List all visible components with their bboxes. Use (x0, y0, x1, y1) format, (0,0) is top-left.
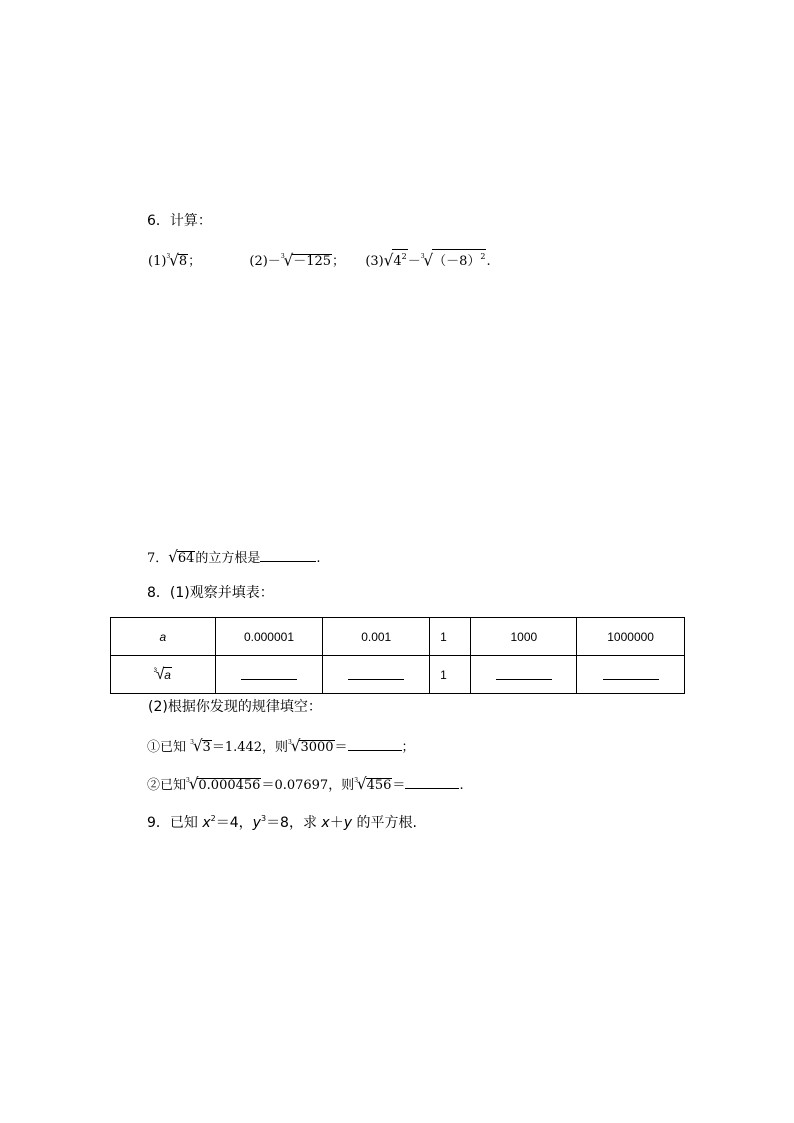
table-answer-cell[interactable] (471, 656, 577, 694)
q6-part3-minus: － (407, 254, 421, 269)
q8-item2-end: . (459, 778, 464, 793)
cube-root-index: 3 (153, 668, 158, 674)
radical-sign-icon: √ (169, 250, 179, 270)
table-answer-cell[interactable] (215, 656, 323, 694)
q6-part3-label: (3) (365, 254, 384, 269)
question-8-item1 (147, 734, 415, 757)
q6-part3-radicand1 (392, 249, 407, 269)
q8-item1-prefix: ①已知 (147, 740, 187, 755)
q7-prefix: 7． (147, 551, 169, 566)
answer-blank[interactable] (241, 667, 297, 680)
table-cell: 1 (430, 618, 471, 656)
q7-radicand: 64 (177, 551, 195, 566)
table-row (111, 656, 685, 694)
q8-item2-index: 3 (186, 777, 190, 784)
question-8-item2 (147, 772, 464, 795)
radical-sign-icon: √ (423, 250, 434, 270)
radical-sign-icon: √ (188, 774, 199, 794)
q6-part1-radicand: 8 (178, 254, 188, 269)
table-header-cube-root-a (111, 656, 216, 694)
q8-item2-mid: ＝0.07697，则 (261, 778, 355, 793)
q8-item2-eq: ＝ (392, 778, 406, 793)
radical-sign-icon: √ (156, 665, 165, 684)
table-cell: 0.001 (323, 618, 430, 656)
question-7 (147, 548, 321, 568)
q8-item1-radicand: 3 (202, 740, 211, 755)
radical-sign-icon: √ (383, 250, 394, 270)
q6-part3-radicand2 (432, 249, 486, 269)
q8-item1-eq: ＝ (334, 740, 348, 755)
q8-item1-index2: 3 (288, 739, 292, 746)
q9-y: y (252, 815, 261, 831)
radical-sign-icon: √ (283, 250, 294, 270)
question-6-expressions (148, 248, 491, 271)
cube-root-table (110, 617, 685, 694)
q6-part3-exp1: 2 (401, 252, 407, 261)
q6-part2-end: ； (332, 254, 346, 269)
q6-part3-exp2: 2 (480, 252, 486, 261)
table-cell: 1 (430, 656, 471, 694)
q9-part2: ＝4， (215, 815, 253, 831)
question-8-part2: (2)根据你发现的规律填空： (148, 699, 322, 715)
q9-plus: ＋ (329, 815, 344, 831)
q6-part3-index2: 3 (420, 253, 425, 260)
table-cell: 1000 (471, 618, 577, 656)
q8-item2-index2: 3 (354, 777, 359, 784)
q8-item1-mid: ＝1.442，则 (211, 740, 289, 755)
q7-answer-blank[interactable] (260, 549, 316, 562)
q8-item2-prefix: ②已知 (147, 778, 187, 793)
q9-x: x (202, 815, 211, 831)
q7-end: . (316, 551, 321, 566)
q8-item1-end: ； (401, 740, 415, 755)
q6-part3-base: 4 (393, 254, 402, 269)
q8-item1-radicand2: 3000 (300, 740, 334, 755)
q8-item2-radicand: 0.000456 (198, 778, 261, 793)
table-cell: 1000000 (577, 618, 685, 656)
question-6-title: 6．计算： (147, 213, 212, 229)
q6-part1 (148, 250, 205, 270)
q6-part1-label: (1) (148, 254, 167, 269)
q9-y-exp: 3 (260, 814, 267, 823)
answer-blank[interactable] (348, 667, 404, 680)
answer-blank[interactable] (603, 667, 659, 680)
q9-part1: 9．已知 (147, 815, 203, 831)
table-cell: 0.000001 (215, 618, 323, 656)
q9-x2: x (321, 815, 330, 831)
q9-part4: 的平方根. (352, 815, 417, 831)
cube-root-radicand: a (164, 668, 171, 682)
q6-part1-index: 3 (166, 253, 171, 260)
question-8-title: 8．(1)观察并填表： (147, 585, 274, 601)
q6-part2-radicand: －125 (293, 254, 332, 269)
q6-part1-end: ； (188, 254, 202, 269)
question-9 (147, 810, 417, 832)
table-header-a: a (111, 618, 216, 656)
table-answer-cell[interactable] (577, 656, 685, 694)
q9-y2: y (343, 815, 353, 831)
q9-x-exp: 2 (210, 814, 216, 823)
q8-item1-answer-blank[interactable] (348, 738, 402, 751)
q6-part2-label: (2)－ (249, 254, 281, 269)
radical-sign-icon: √ (168, 547, 178, 567)
q9-part3: ＝8，求 (266, 815, 322, 831)
q8-item2-answer-blank[interactable] (405, 776, 459, 789)
q8-item1-index: 3 (190, 739, 194, 746)
q6-part2-index: 3 (280, 253, 285, 260)
radical-sign-icon: √ (357, 774, 367, 794)
answer-blank[interactable] (496, 667, 552, 680)
table-answer-cell[interactable] (323, 656, 430, 694)
radical-sign-icon: √ (290, 736, 301, 756)
radical-sign-icon: √ (192, 736, 203, 756)
q7-text: 的立方根是 (195, 551, 261, 566)
table-row (111, 618, 685, 656)
q6-part3 (365, 250, 491, 270)
q6-part3-end: . (486, 254, 491, 269)
q6-part3-radicand2-text: （－8） (433, 254, 481, 269)
q6-part2 (249, 250, 349, 270)
q8-item2-radicand2: 456 (366, 778, 392, 793)
